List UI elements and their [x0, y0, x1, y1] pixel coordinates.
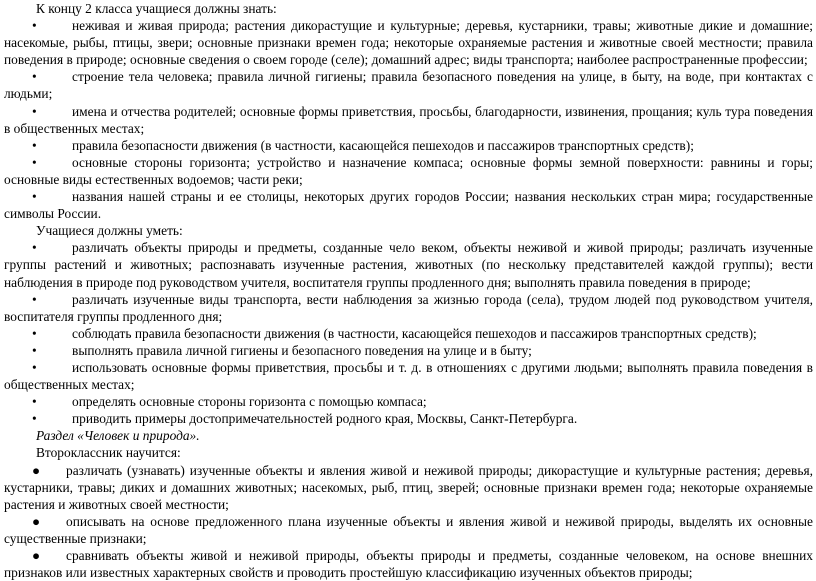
- know-item: • названия нашей страны и ее столицы, некоторых других городов России; названия нескольких стран мира; государственные символы России.: [4, 189, 813, 222]
- know-item: • строение тела человека; правила личной гигиены; правила безопасного поведения на улице, в быту, на воде, при контактах с людьми;: [4, 69, 813, 102]
- know-item: • правила безопасности движения (в частности, касающейся пешеходов и пассажиров транспортных средств);: [32, 137, 694, 153]
- bullet-marker: •: [32, 69, 37, 85]
- bullet-marker: •: [32, 137, 37, 153]
- can-item: • использовать основные формы приветствия, просьбы и т. д. в отношениях с другими людьми; выполнять правила поведения в общественных местах;: [4, 359, 813, 393]
- learner-heading: Второклассник научится:: [36, 445, 181, 461]
- can-heading: Учащиеся должны уметь:: [36, 223, 183, 239]
- can-item: • определять основные стороны горизонта с помощью компаса;: [32, 394, 427, 410]
- bullet-marker: •: [32, 359, 37, 375]
- bullet-marker: •: [32, 240, 37, 256]
- know-item: • неживая и живая природа; растения дикорастущие и культурные; деревья, кустарники, травы; животные дикие и домашние; насекомые, рыбы, птицы, звери; основные признаки времен года; некоторые охраняемые растения и животные своей местности; правила поведения в природе; основные сведения о своем городе (селе); домашний адрес; виды транспорта; наиболее распространенные профессии;: [4, 18, 813, 68]
- dot-marker: ●: [32, 548, 41, 563]
- dot-marker: ●: [32, 462, 41, 478]
- can-item: • приводить примеры достопримечательностей родного края, Москвы, Санкт-Петербурга.: [32, 411, 578, 427]
- can-item: • различать изученные виды транспорта, вести наблюдения за жизнью города (села), трудом людей под руководством учителя, воспитателя группы продленного дня;: [4, 291, 813, 324]
- bullet-marker: •: [32, 411, 37, 427]
- skill-item: ● различать (узнавать) изученные объекты и явления живой и неживой природы; дикорастущие и культурные растения; деревья, кустарники, травы; диких и домашних животных; насекомых, рыб, птиц, зверей; основные признаки времен года; некоторые охраняемые растения и животных своей местности;: [4, 462, 813, 512]
- bullet-marker: •: [32, 325, 37, 341]
- can-item: • различать объекты природы и предметы, созданные чело веком, объекты неживой и живой природы; различать изученные группы растений и животных; распознавать изученные растения, животных (по нескольку представителей каждой группы); вести наблюдения в природе под руководством учителя, воспитателя группы продленного дня; выполнять правила поведения в природе;: [4, 240, 813, 290]
- bullet-marker: •: [32, 291, 37, 307]
- section-title: Раздел «Человек и природа».: [36, 428, 200, 444]
- know-item: • имена и отчества родителей; основные формы приветствия, просьбы, благодарности, извинения, прощания; куль тура поведения в общественных местах;: [4, 103, 813, 136]
- bullet-marker: •: [32, 189, 37, 205]
- bullet-marker: •: [32, 154, 37, 170]
- bullet-marker: •: [32, 394, 37, 410]
- can-item: • выполнять правила личной гигиены и безопасного поведения на улице и в быту;: [32, 342, 532, 358]
- skill-item: ● сравнивать объекты живой и неживой природы, объекты природы и предметы, созданные человеком, на основе внешних признаков или известных характерных свойств и проводить простейшую классификацию изученных объектов природы;: [4, 548, 813, 581]
- can-item: • соблюдать правила безопасности движения (в частности, касающейся пешеходов и пассажиров транспортных средств);: [32, 325, 757, 341]
- bullet-marker: •: [32, 342, 37, 358]
- know-item: • основные стороны горизонта; устройство и назначение компаса; основные формы земной поверхности: равнины и горы; основные виды естественных водоемов; части реки;: [4, 154, 813, 187]
- skill-item: ● описывать на основе предложенного плана изученные объекты и явления живой и неживой природы, выделять их основные существенные признаки;: [4, 513, 813, 546]
- dot-marker: ●: [32, 513, 41, 529]
- bullet-marker: •: [32, 103, 37, 119]
- know-heading: К концу 2 класса учащиеся должны знать:: [36, 1, 277, 16]
- bullet-marker: •: [32, 18, 37, 34]
